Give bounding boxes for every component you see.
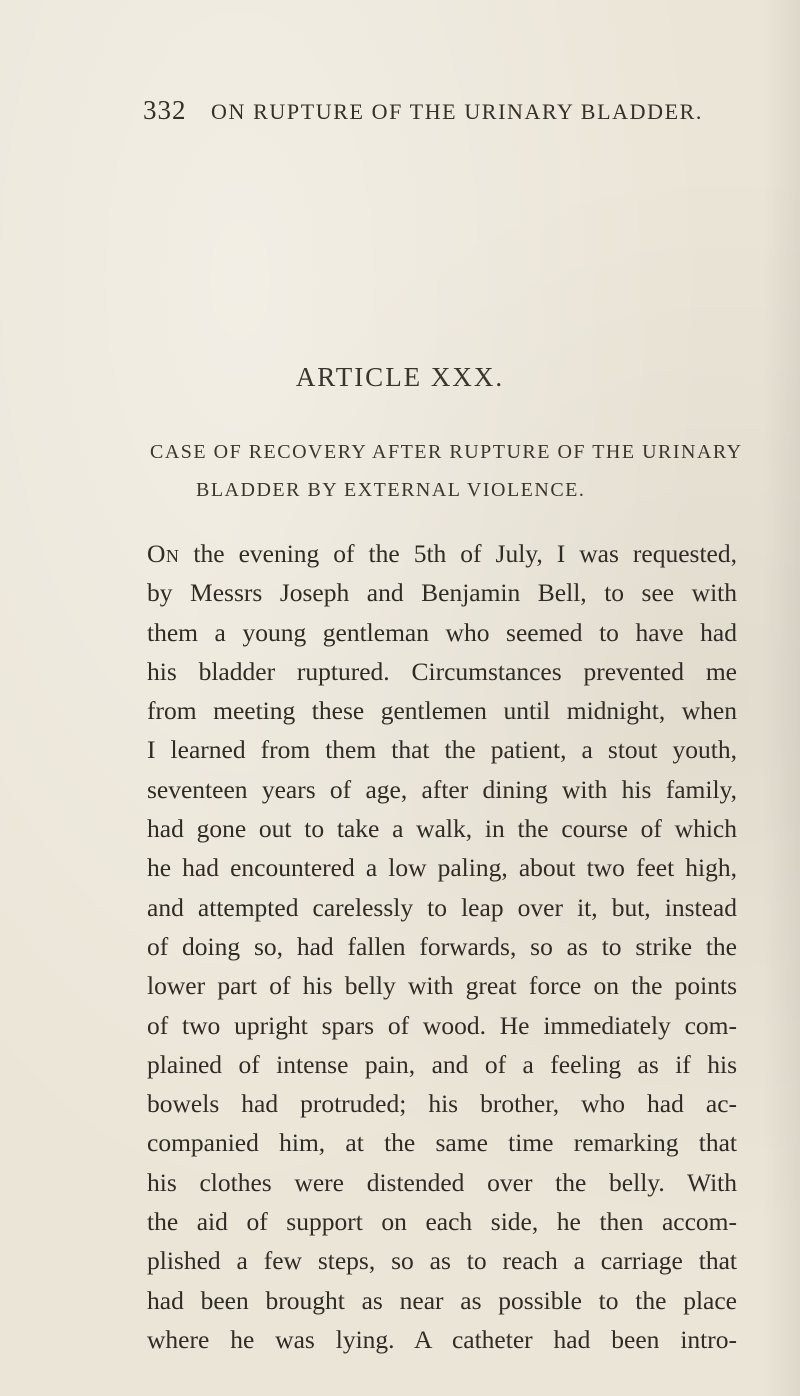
body-line-9: he had encountered a low paling, about two feet high, (147, 853, 737, 883)
case-title-line-2: BLADDER BY EXTERNAL VIOLENCE. (196, 479, 586, 501)
article-body (147, 534, 737, 1359)
body-line-2: by Messrs Joseph and Benjamin Bell, to see with (147, 578, 737, 608)
body-line-15: bowels had protruded; his brother, who had ac- (147, 1089, 737, 1119)
body-line-17: his clothes were distended over the belly. With (147, 1167, 737, 1197)
body-line-19: plished a few steps, so as to reach a carriage that (147, 1246, 737, 1276)
body-line-11: of doing so, had fallen forwards, so as to strike the (147, 931, 737, 961)
body-line-10: and attempted carelessly to leap over it, but, instead (147, 892, 737, 922)
page-gutter-shadow (762, 0, 800, 1396)
body-line-3: them a young gentleman who seemed to have had (147, 617, 737, 647)
body-line-16: companied him, at the same time remarking that (147, 1128, 737, 1158)
body-line-14: plained of intense pain, and of a feeling as if his (147, 1049, 737, 1079)
body-line-13: of two upright spars of wood. He immediately com- (147, 1010, 737, 1040)
body-line-1-text: the evening of the 5th of July, I was requested, (179, 539, 737, 568)
case-title-line-1: CASE OF RECOVERY AFTER RUPTURE OF THE URINARY (150, 441, 743, 463)
body-line-5: from meeting these gentlemen until midnight, when (147, 696, 737, 726)
article-heading: ARTICLE XXX. (295, 362, 505, 392)
body-line-6: I learned from them that the patient, a stout youth, (147, 735, 737, 765)
page-number: 332 (143, 95, 187, 125)
body-line-20: had been brought as near as possible to the place (147, 1285, 737, 1315)
body-line-7: seventeen years of age, after dining with his family, (147, 774, 737, 804)
body-line-8: had gone out to take a walk, in the course of which (147, 814, 737, 844)
running-title: ON RUPTURE OF THE URINARY BLADDER. (211, 99, 703, 124)
body-line-4: his bladder ruptured. Circumstances prevented me (147, 656, 737, 686)
running-header (143, 95, 703, 135)
body-line-21: where he was lying. A catheter had been intro- (147, 1324, 737, 1354)
case-title (150, 433, 750, 509)
body-line-12: lower part of his belly with great force on the points (147, 971, 737, 1001)
first-word: On (147, 539, 180, 568)
body-line-1 (147, 534, 737, 573)
body-line-18: the aid of support on each side, he then accom- (147, 1207, 737, 1237)
